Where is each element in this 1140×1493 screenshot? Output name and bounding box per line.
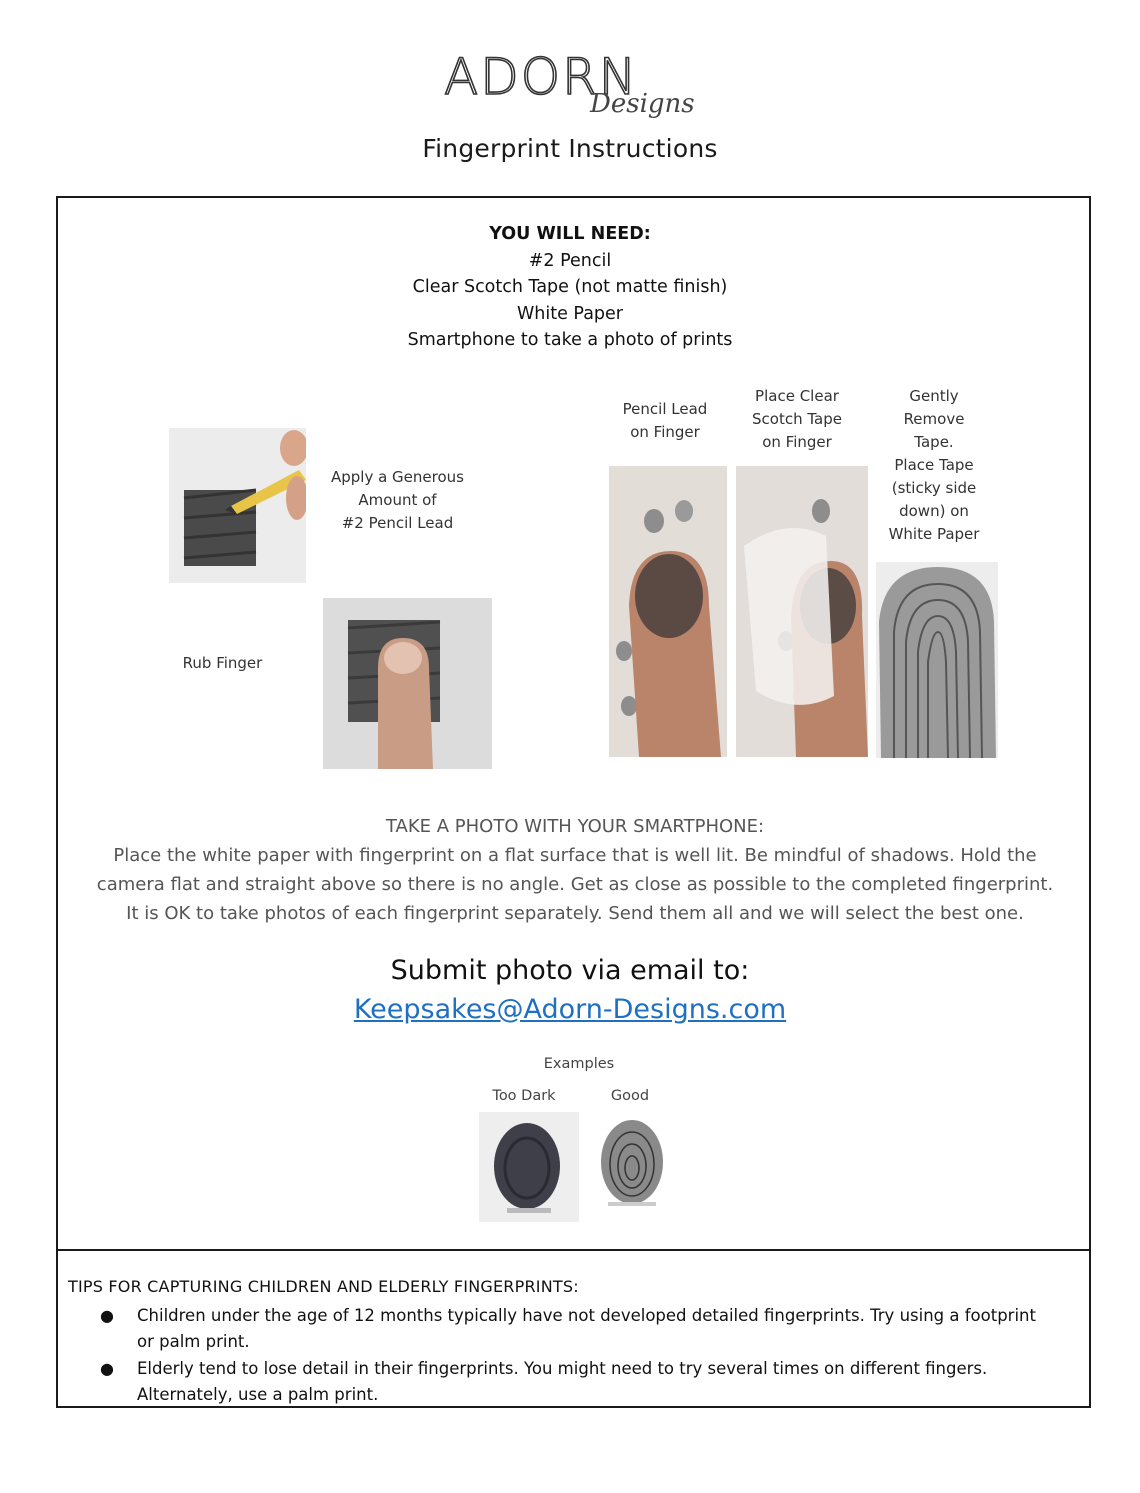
tips-divider [56,1249,1091,1251]
bullet-icon: ● [100,1306,114,1325]
logo-script-text: Designs [590,89,695,119]
photo-instructions-line: Place the white paper with fingerprint on a flat surface that is well lit. Be mindful of shadows. Hold the [113,845,1037,866]
adorn-designs-logo [440,44,710,136]
submit-label: Submit photo via email to: [390,955,750,986]
supply-item: White Paper [516,303,623,324]
email-link[interactable]: Keepsakes@Adorn-Designs.com [353,994,787,1025]
logo-main-text: ADORN [444,48,639,106]
apply-lead-caption: Apply a Generous Amount of #2 Pencil Lead [330,468,464,532]
photo-instructions-line: It is OK to take photos of each fingerprint separately. Send them all and we will select the best one. [126,903,1024,924]
tape-on-finger-photo [736,466,868,757]
tips-list [100,1303,1085,1409]
examples-label: Examples [543,1056,615,1072]
list-item: ● Children under the age of 12 months typically have not developed detailed fingerprints. Try using a footprint or palm print. [100,1303,1085,1354]
email-link-wrap [0,994,1140,1025]
pencil-scribble-photo [169,428,306,583]
supply-item: Smartphone to take a photo of prints [407,330,733,350]
good-label: Good [610,1088,650,1104]
bullet-icon: ● [100,1359,114,1378]
page-title: Fingerprint Instructions [422,134,718,163]
instructions-frame [56,196,1091,1408]
pencil-on-finger-caption: Pencil Lead on Finger [622,400,708,441]
supplies-heading: YOU WILL NEED: [489,224,651,244]
too-dark-fingerprint [479,1112,579,1222]
fingerprint-result-photo [876,562,998,758]
photo-instructions-heading: TAKE A PHOTO WITH YOUR SMARTPHONE: [385,816,765,837]
rub-finger-photo [323,598,492,769]
supplies-list [0,221,1140,354]
list-item: ● Elderly tend to lose detail in their fingerprints. You might need to try several times on different fingers. Alternately, use a palm print. [100,1356,1085,1407]
rub-finger-caption: Rub Finger [182,654,263,672]
photo-instructions [70,812,1080,928]
tips-heading: TIPS FOR CAPTURING CHILDREN AND ELDERLY FINGERPRINTS: [68,1277,579,1296]
place-tape-caption: Place Clear Scotch Tape on Finger [752,387,842,451]
too-dark-label: Too Dark [492,1088,556,1104]
photo-instructions-line: camera flat and straight above so there is no angle. Get as close as possible to the completed fingerprint. [96,874,1054,895]
remove-tape-caption: Gently Remove Tape. Place Tape (sticky side down) on White Paper [888,387,980,543]
supply-item: #2 Pencil [528,250,612,271]
good-fingerprint [596,1112,668,1222]
supply-item: Clear Scotch Tape (not matte finish) [412,277,728,297]
pencil-on-finger-photo [609,466,727,757]
